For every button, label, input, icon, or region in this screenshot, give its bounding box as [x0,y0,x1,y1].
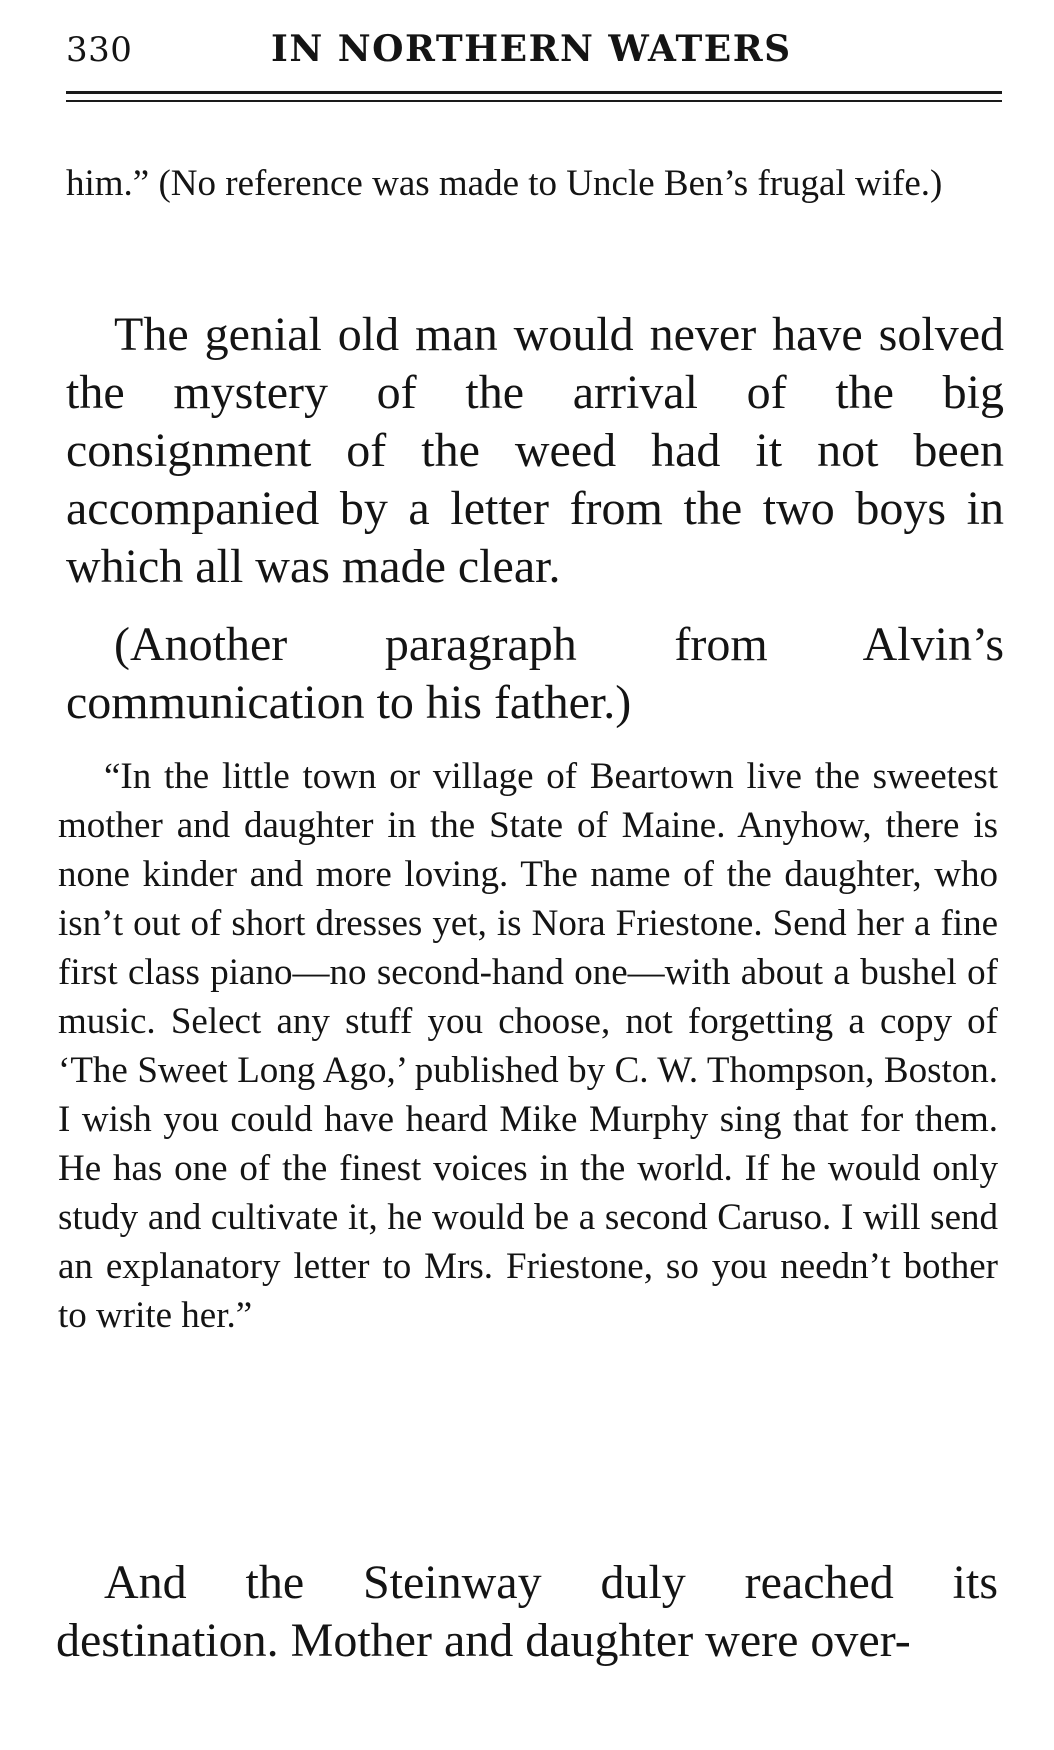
header-rule-bottom [66,100,1002,102]
running-title: IN NORTHERN WATERS [271,28,792,70]
paragraph-another-communication: (Another paragraph from Alvin’s communication to his father.) [66,618,1004,729]
letter-quote: “In the little town or village of Beartown live the sweetest mother and daughter in the State of Maine. Anyhow, there is none kinder and more loving. The name of the daughter, who isn’t out of short dresses yet, is Nora Friestone. Send her a fine first class piano—no second-hand one—with about a bushel of music. Select any stuff you choose, not forgetting a copy of ‘The Sweet Long Ago,’ published by C. W. Thompson, Boston. I wish you could have heard Mike Murphy sing that for them. He has one of the finest voices in the world. If he would only study and cultivate it, he would be a second Caruso. I will send an explanatory letter to Mrs. Friestone, so you needn’t bother to write her.” [58,756,998,1336]
page-number: 330 [66,30,133,70]
paragraph-genial-old-man: The genial old man would never have solved the mystery of the arrival of the big consignment of the weed had it not been accompanied by a letter from the two boys in which all was made clear. [66,308,1004,593]
header-rule-top [66,91,1002,94]
paragraph-steinway: And the Steinway duly reached its destination. Mother and daughter were over- [56,1556,998,1667]
paragraph-continuation: him.” (No reference was made to Uncle Ben’s frugal wife.) [66,163,943,204]
page-header [66,22,1002,82]
